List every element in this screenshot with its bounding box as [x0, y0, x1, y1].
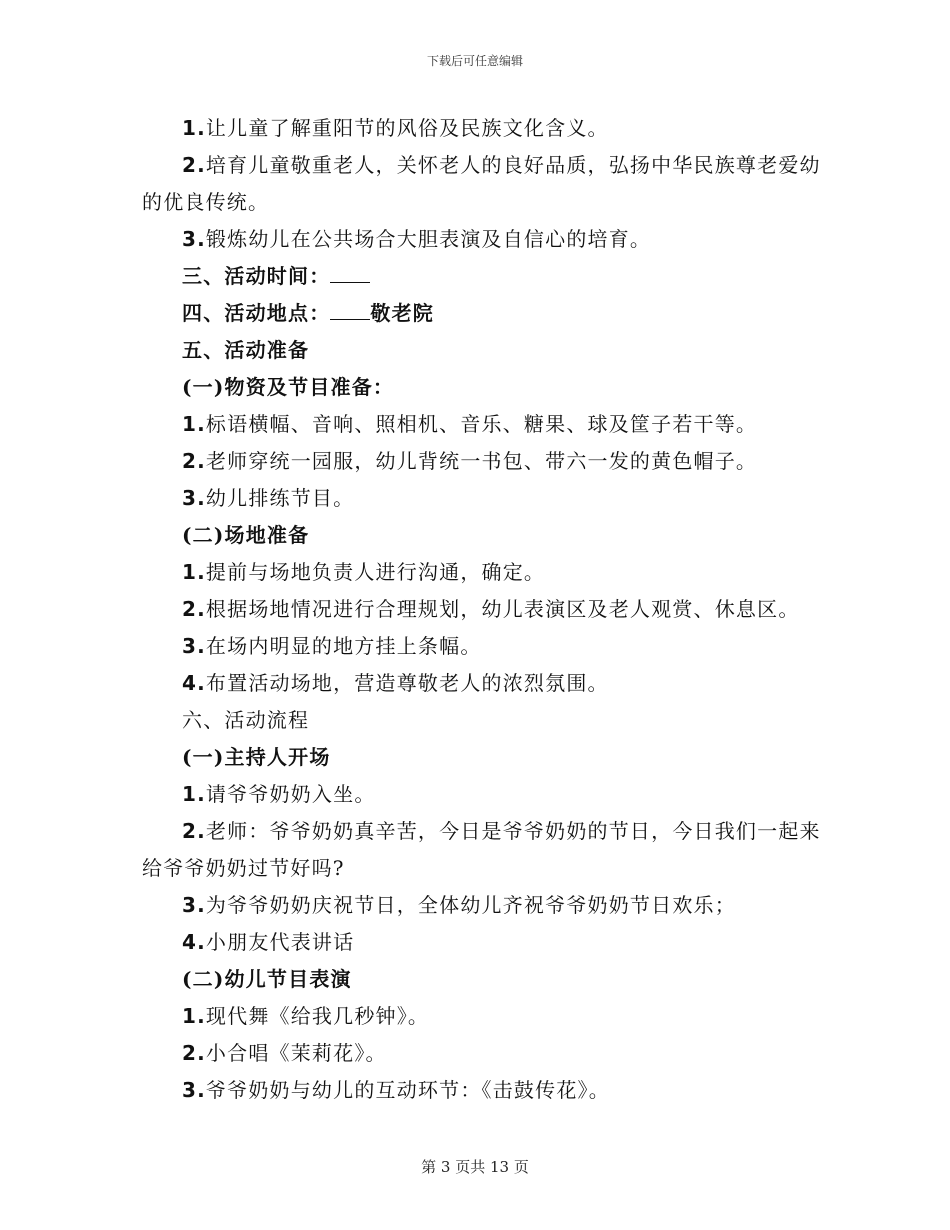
item-number: 3.: [182, 1078, 206, 1102]
item-number: 4.: [182, 671, 206, 695]
list-item: [142, 443, 822, 480]
item-number: 2.: [182, 153, 206, 177]
item-number: 2.: [182, 449, 206, 473]
fill-in-blank: [330, 301, 370, 320]
item-text: 现代舞《给我几秒钟》。: [205, 1004, 430, 1028]
item-number: 1.: [182, 412, 206, 436]
list-item: [142, 221, 822, 258]
section-heading: 五、活动准备: [182, 338, 310, 362]
item-number: 3.: [182, 893, 206, 917]
list-item: [142, 110, 822, 147]
document-body: [142, 110, 822, 1109]
item-number: 1.: [182, 1004, 206, 1028]
item-text: 为爷爷奶奶庆祝节日，全体幼儿齐祝爷爷奶奶节日欢乐；: [205, 893, 736, 917]
list-item: [142, 406, 822, 443]
item-text: 让儿童了解重阳节的风俗及民族文化含义。: [205, 116, 609, 140]
list-item: [142, 147, 822, 221]
item-text: 小朋友代表讲话: [205, 930, 355, 954]
sub-heading: (二)幼儿节目表演: [182, 967, 352, 991]
list-item: [142, 1072, 822, 1109]
fill-in-blank: [330, 264, 370, 283]
item-text: 提前与场地负责人进行沟通，确定。: [205, 560, 546, 584]
item-number: 3.: [182, 634, 206, 658]
sub-heading: (二)场地准备: [182, 523, 310, 547]
section-heading-location: [142, 295, 822, 332]
item-text: 老师穿统一园服，幼儿背统一书包、带六一发的黄色帽子。: [205, 449, 758, 473]
item-number: 2.: [182, 1041, 206, 1065]
item-number: 1.: [182, 782, 206, 806]
item-text: 请爷爷奶奶入坐。: [205, 782, 376, 806]
item-text: 爷爷奶奶与幼儿的互动环节：《击鼓传花》。: [205, 1078, 610, 1102]
heading-text: 四、活动地点：: [182, 301, 331, 325]
list-item: [142, 998, 822, 1035]
item-number: 1.: [182, 560, 206, 584]
list-item: [142, 1035, 822, 1072]
location-text: 敬老院: [370, 301, 435, 325]
item-number: 3.: [182, 227, 206, 251]
list-item: [142, 887, 822, 924]
list-item: [142, 591, 822, 628]
list-item: [142, 554, 822, 591]
heading-text: 三、活动时间：: [182, 264, 331, 288]
item-text: 幼儿排练节目。: [205, 486, 355, 510]
list-item: [142, 776, 822, 813]
list-item: [142, 665, 822, 702]
item-text: 根据场地情况进行合理规划，幼儿表演区及老人观赏、休息区。: [205, 597, 800, 621]
item-number: 2.: [182, 819, 206, 843]
list-item: [142, 813, 822, 887]
section-heading-time: [142, 258, 822, 295]
item-text: 标语横幅、音响、照相机、音乐、糖果、球及筐子若干等。: [205, 412, 758, 436]
list-item: [142, 628, 822, 665]
page-header: 下载后可任意编辑: [426, 54, 523, 68]
list-item: [142, 480, 822, 517]
item-text: 锻炼幼儿在公共场合大胆表演及自信心的培育。: [205, 227, 652, 251]
item-number: 1.: [182, 116, 206, 140]
sub-heading: (一)物资及节目准备：: [182, 375, 395, 399]
item-number: 4.: [182, 930, 206, 954]
item-text: 老师：爷爷奶奶真辛苦，今日是爷爷奶奶的节日，今日我们一起来给爷爷奶奶过节好吗?: [142, 819, 821, 880]
page-footer: 第 3 页共 13 页: [421, 1158, 529, 1176]
list-item: [142, 924, 822, 961]
item-number: 2.: [182, 597, 206, 621]
item-text: 布置活动场地，营造尊敬老人的浓烈氛围。: [205, 671, 609, 695]
item-text: 培育儿童敬重老人，关怀老人的良好品质，弘扬中华民族尊老爱幼的优良传统。: [142, 153, 821, 214]
item-text: 在场内明显的地方挂上条幅。: [205, 634, 482, 658]
sub-heading: (一)主持人开场: [182, 745, 331, 769]
item-text: 小合唱《茉莉花》。: [205, 1041, 387, 1065]
section-heading-plain: 六、活动流程: [182, 708, 310, 732]
item-number: 3.: [182, 486, 206, 510]
